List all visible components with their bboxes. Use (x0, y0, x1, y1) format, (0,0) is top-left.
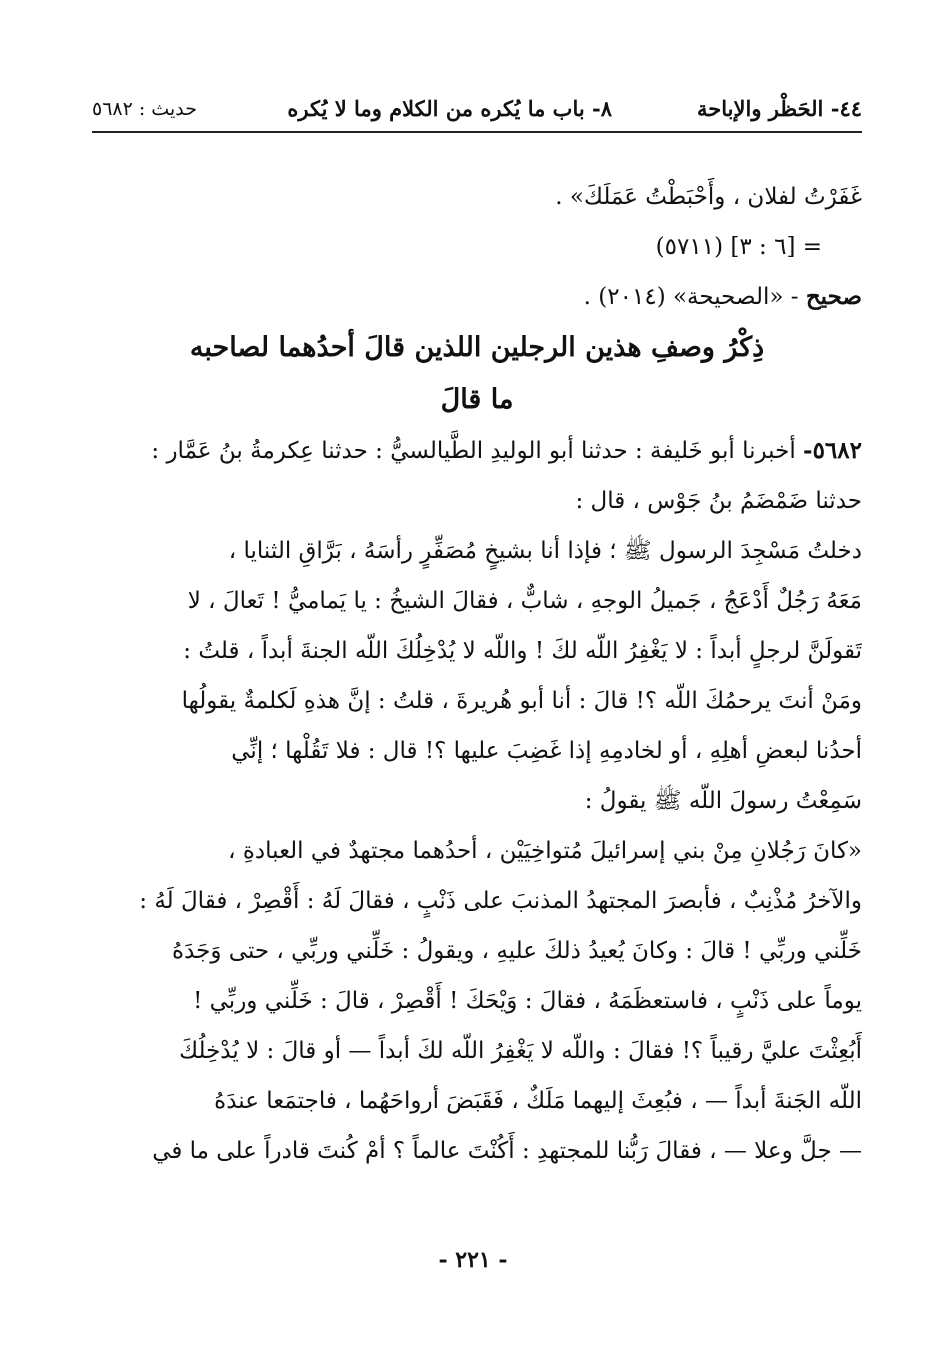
hadith-quote (92, 826, 862, 1176)
header-chapter-title: ٨- باب ما يُكره من الكلام وما لا يُكره (287, 96, 612, 121)
quote-line: والآخرُ مُذْنِبٌ ، فأبصرَ المجتهدُ المذنبَ على ذَنْبٍ ، فقالَ لَهُ : أَقْصِرْ ، فقالَ لَهُ : (139, 888, 862, 914)
running-header (92, 92, 862, 128)
section-heading-line-1: ذِكْرُ وصفِ هذين الرجلين اللذين قالَ أحدُهما لصاحبه (189, 332, 765, 363)
cross-reference: = [٦ : ٣] (٥٧١١) (655, 234, 822, 260)
hadith-story (92, 526, 862, 826)
quote-line: «كانَ رَجُلانِ مِنْ بني إسرائيلَ مُتواخِيَيْن ، أحدُهما مجتهدٌ في العبادةِ ، (228, 838, 862, 864)
isnad-text: أخبرنا أبو خَليفة : حدثنا أبو الوليدِ الطَّيالسيُّ : حدثنا عِكرمةُ بنُ عَمَّار : (151, 438, 796, 464)
quote-line: اللّه الجَنةَ أبداً — ، فبُعِثَ إليهما مَلَكٌ ، فَقَبَضَ أرواحَهُما ، فاجتمَعا عندَهُ (214, 1088, 862, 1114)
isnad-line: حدثنا ضَمْضَمُ بنُ جَوْس ، قال : (575, 488, 862, 514)
quote-line: يوماً على ذَنْبٍ ، فاستعظَمَهُ ، فقالَ : وَيْحَكَ ! أَقْصِرْ ، قالَ : خَلِّني وربِّي ! (193, 988, 862, 1014)
quote-line: — جلَّ وعلا — ، فقالَ رَبُّنا للمجتهدِ : أَكُنْتَ عالماً ؟ أمْ كُنتَ قادراً على ما في (152, 1138, 862, 1164)
grade-label: صحيح (805, 283, 862, 310)
story-line: تَقولَنَّ لرجلٍ أبداً : لا يَغْفِرُ اللّه لكَ ! واللّه لا يُدْخِلُكَ اللّه الجنةَ أبداً ، قلتُ : (183, 638, 862, 664)
story-line: مَعَهُ رَجُلٌ أَدْعَجُ ، جَميلُ الوجهِ ، شابٌّ ، فقالَ الشيخُ : يا يَماميُّ ! تَعالَ ، لا (187, 588, 862, 614)
text-line: غَفَرْتُ لفلان ، وأَحْبَطْتُ عَمَلَكَ» . (555, 184, 862, 210)
section-heading-line-2: ما قالَ (440, 384, 514, 415)
grade-source: - «الصحيحة» (٢٠١٤) . (583, 284, 799, 310)
main-text (92, 172, 862, 1176)
previous-hadith-ending (92, 172, 862, 322)
section-heading (92, 322, 862, 426)
header-divider (92, 131, 862, 133)
story-line: سَمِعْتُ رسولَ اللّه ﷺ يقولُ : (584, 788, 862, 814)
header-book-title: ٤٤- الحَظْر والإباحة (697, 96, 862, 121)
quote-line: خَلِّني وربِّي ! قالَ : وكانَ يُعيدُ ذلكَ عليهِ ، ويقولُ : خَلِّني وربِّي ، حتى وَجَدَهُ (172, 938, 862, 964)
isnad-line (92, 426, 862, 476)
header-hadith-number: حديث : ٥٦٨٢ (92, 98, 197, 120)
grading-line (92, 272, 862, 322)
quote-line: أَبُعِثْتَ عليَّ رقيباً ؟! فقالَ : واللّه لا يَغْفِرُ اللّه لكَ أبداً — أو قالَ : لا يُدْخِلُكَ (179, 1038, 862, 1064)
hadith-number: ٥٦٨٢- (803, 437, 862, 464)
hadith-isnad (92, 426, 862, 526)
story-line: ومَنْ أنتَ يرحمُكَ اللّه ؟! قالَ : أنا أبو هُريرةَ ، قلتُ : إنَّ هذهِ لَكلمةٌ يقولُها (181, 688, 862, 714)
story-line: دخلتُ مَسْجِدَ الرسول ﷺ ؛ فإذا أنا بشيخٍ مُصَفِّرٍ رأسَهُ ، بَرَّاقِ الثنايا ، (228, 538, 862, 564)
story-line: أحدُنا لبعضِ أهلِهِ ، أو لخادمِهِ إذا غَضِبَ عليها ؟! قال : فلا تَقُلْها ؛ إنِّي (231, 738, 862, 764)
page-number: - ٢٢١ - (438, 1247, 508, 1273)
